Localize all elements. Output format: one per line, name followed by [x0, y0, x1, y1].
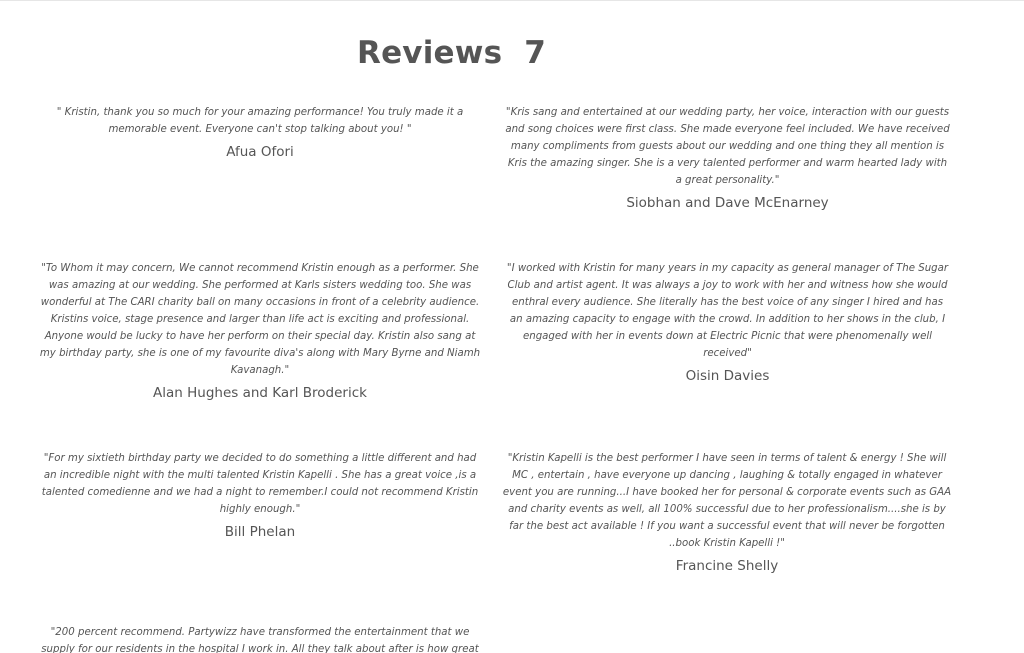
review-card [505, 260, 950, 385]
review-quote: "To Whom it may concern, We cannot recommend Kristin enough as a performer. She was amazing at our wedding. She performed at Karls sisters wedding too. She was wonderful at The CARI charity ball on many occasions in front of a celebrity audience. Kristins voice, stage presence and larger than life act is exciting and professional. Anyone would be lucky to have her perform on their special day. Kristin also sang at my birthday party, she is one of my favourite diva's along with Mary Byrne and Niamh Kavanagh." [39, 263, 481, 376]
review-count: 7 [524, 34, 547, 71]
review-author: Oisin Davies [685, 368, 770, 384]
top-divider [0, 0, 1024, 1]
review-card [502, 450, 952, 575]
review-card [38, 624, 482, 653]
review-author: Alan Hughes and Karl Broderick [153, 385, 367, 401]
review-card [505, 104, 950, 212]
review-card [38, 450, 482, 541]
review-card [38, 260, 482, 402]
review-quote: " Kristin, thank you so much for your amazing performance! You truly made it a memorable event. Everyone can't stop talking about you! " [56, 107, 464, 135]
review-author: Bill Phelan [224, 524, 296, 540]
review-author: Afua Ofori [226, 144, 294, 160]
review-quote: "Kristin Kapelli is the best performer I have seen in terms of talent & energy ! She will MC , entertain , have everyone up dancing , laughing & totally engaged in whatever event you are running...I have booked her for personal & corporate events such as GAA and charity events as well, all 100% successful due to her professionalism....she is by far the best act available ! If you want a successful event that will never be forgotten ..book Kristin Kapelli !" [502, 453, 952, 549]
review-author: Francine Shelly [675, 558, 779, 574]
page-title [357, 35, 546, 71]
review-quote: "For my sixtieth birthday party we decided to do something a little different and had an incredible night with the multi talented Kristin Kapelli . She has a great voice ,is a talented comedienne and we had a night to remember.I could not recommend Kristin highly enough." [41, 453, 479, 515]
review-author: Siobhan and Dave McEnarney [626, 195, 829, 211]
review-quote: "I worked with Kristin for many years in my capacity as general manager of The Sugar Club and artist agent. It was always a joy to work with her and witness how she would enthral every audience. She literally has the best voice of any singer I hired and has an amazing capacity to engage with the crowd. In addition to her shows in the club, I engaged with her in events down at Electric Picnic that were phenomenally well received" [506, 263, 949, 359]
review-card [40, 104, 480, 161]
review-quote: "Kris sang and entertained at our wedding party, her voice, interaction with our guests and song choices were first class. She made everyone feel included. We have received many compliments from guests about our wedding and one thing they all mention is Kris the amazing singer. She is a very talented performer and warm hearted lady with a great personality." [505, 107, 950, 186]
review-quote: "200 percent recommend. Partywizz have transformed the entertainment that we supply for our residents in the hospital I work in. All they talk about after is how great [41, 627, 479, 653]
page-title-text: Reviews [357, 34, 503, 71]
